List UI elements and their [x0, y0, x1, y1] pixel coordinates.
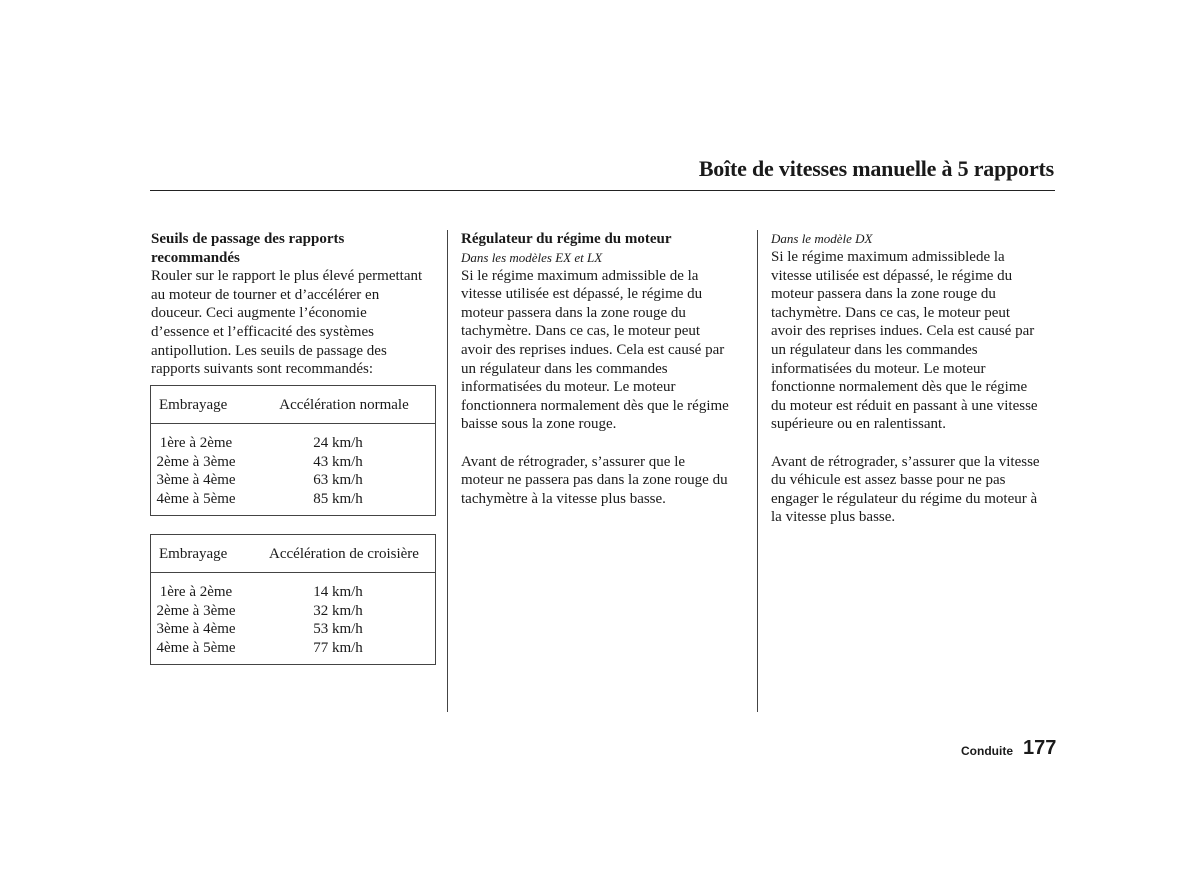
speed-cell: 24 km/h	[313, 435, 363, 451]
speed-cell: 77 km/h	[313, 639, 363, 656]
model-subheading: Dans le modèle DX	[771, 231, 873, 246]
text-line: vitesse utilisée est dépassé, le régime du	[461, 286, 703, 303]
text-line: Si le régime maximum admissiblede la	[771, 249, 1005, 265]
gear-cell: 4ème à 5ème	[156, 639, 236, 656]
text-line: fonctionne normalement dès que le régime	[771, 379, 1028, 396]
gear-cell: 1ère à 2ème	[159, 435, 233, 451]
text-line: avoir des reprises indues. Cela est causé par	[461, 341, 725, 358]
text-line: vitesse utilisée est dépassé, le régime du	[771, 267, 1013, 284]
text-line: avoir des reprises indues. Cela est causé par	[771, 323, 1035, 340]
model-subheading: Dans les modèles EX et LX	[461, 249, 603, 265]
table-row	[151, 434, 435, 453]
speed-cell: 32 km/h	[313, 602, 363, 619]
text-line: Avant de rétrograder, s’assurer que la vitesse	[771, 453, 1040, 470]
text-line: au moteur de tourner et d’accélérer en	[151, 286, 380, 303]
footer-section-label: Conduite	[961, 744, 1013, 758]
text-line: un régulateur dans les commandes	[771, 341, 978, 358]
table-row	[151, 583, 435, 602]
text-line: antipollution. Les seuils de passage des	[151, 342, 387, 359]
text-line: rapports suivants sont recommandés:	[151, 361, 374, 378]
text-line: tachymètre. Dans ce cas, le moteur peut	[461, 323, 701, 340]
speed-cell: 85 km/h	[313, 490, 363, 507]
gear-cell: 3ème à 4ème	[156, 472, 236, 489]
column-header-clutch: Embrayage	[159, 397, 228, 413]
text-line: la vitesse plus basse.	[771, 509, 896, 526]
table-header	[151, 535, 435, 573]
text-line: Rouler sur le rapport le plus élevé permettant	[151, 268, 423, 285]
body-text	[151, 267, 441, 379]
table-row	[151, 471, 435, 490]
column-header-acceleration: Accélération normale	[279, 397, 409, 413]
table-row	[151, 490, 435, 509]
text-line: du véhicule est assez basse pour ne pas	[771, 472, 1006, 489]
text-line: engager le régulateur du régime du moteur à	[771, 490, 1038, 507]
text-line: Avant de rétrograder, s’assurer que le	[461, 453, 686, 470]
speed-cell: 43 km/h	[313, 453, 363, 470]
text-line: tachymètre. Dans ce cas, le moteur peut	[771, 304, 1011, 321]
title-rule	[150, 190, 1055, 191]
text-line: moteur ne passera pas dans la zone rouge du	[461, 472, 728, 489]
paragraph	[461, 453, 751, 509]
shift-table-normal	[150, 385, 436, 516]
table-header	[151, 386, 435, 424]
table-row	[151, 453, 435, 472]
text-line: informatisées du moteur. Le moteur	[771, 360, 986, 377]
text-line: tachymètre à la vitesse plus basse.	[461, 490, 666, 507]
table-row	[151, 620, 435, 639]
gear-cell: 4ème à 5ème	[156, 490, 236, 507]
text-line: informatisées du moteur. Le moteur	[461, 379, 676, 396]
column-divider	[447, 230, 448, 712]
speed-cell: 63 km/h	[313, 472, 363, 489]
paragraph	[771, 453, 1061, 527]
speed-cell: 14 km/h	[313, 584, 363, 600]
text-line: supérieure ou en ralentissant.	[771, 416, 946, 433]
section-heading: Régulateur du régime du moteur	[461, 231, 672, 247]
page-number: 177	[1023, 737, 1057, 759]
paragraph	[461, 267, 751, 434]
text-line: moteur passera dans la zone rouge du	[461, 304, 686, 321]
text-line: fonctionnera normalement dès que le régime	[461, 397, 729, 414]
section-heading-continued: recommandés	[151, 249, 240, 266]
column-engine-governor-dx	[771, 230, 1061, 527]
section-heading: Seuils de passage des rapports	[151, 231, 345, 247]
text-line: du moteur est réduit en passant à une vitesse	[771, 397, 1038, 414]
text-line: baisse sous la zone rouge.	[461, 416, 617, 433]
text-line: douceur. Ceci augmente l’économie	[151, 305, 367, 322]
gear-cell: 1ère à 2ème	[159, 584, 233, 600]
paragraph	[771, 248, 1061, 434]
column-recommended-shift-points	[151, 230, 441, 379]
gear-cell: 3ème à 4ème	[156, 621, 236, 638]
table-row	[151, 639, 435, 658]
page-title: Boîte de vitesses manuelle à 5 rapports	[698, 156, 1054, 181]
column-divider	[757, 230, 758, 712]
column-engine-governor-ex-lx	[461, 230, 751, 508]
text-line: moteur passera dans la zone rouge du	[771, 286, 996, 303]
gear-cell: 2ème à 3ème	[156, 453, 236, 470]
shift-table-cruise	[150, 534, 436, 665]
gear-cell: 2ème à 3ème	[156, 602, 236, 619]
column-header-clutch: Embrayage	[159, 546, 228, 562]
text-line: un régulateur dans les commandes	[461, 360, 668, 377]
text-line: Si le régime maximum admissible de la	[461, 267, 699, 284]
speed-cell: 53 km/h	[313, 621, 363, 638]
text-line: d’essence et l’efficacité des systèmes	[151, 323, 374, 340]
table-row	[151, 602, 435, 621]
column-header-acceleration: Accélération de croisière	[269, 546, 419, 562]
